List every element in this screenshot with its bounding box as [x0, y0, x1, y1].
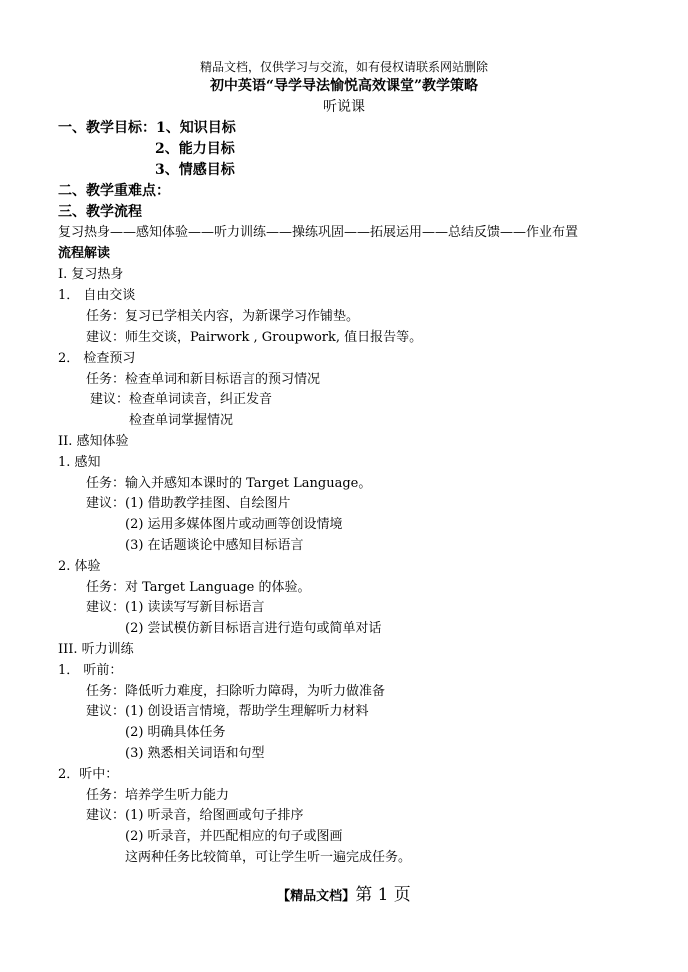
section-3-point-1-tip-1: 建议：(1) 创设语言情境，帮助学生理解听力材料 [86, 704, 369, 719]
section-1-point-2-tip-2: 检查单词掌握情况 [129, 413, 234, 428]
section-2-point-2-tip-2: (2) 尝试模仿新目标语言进行造句或简单对话 [125, 621, 382, 636]
section-1-title: I. 复习热身 [58, 267, 124, 282]
section-3-point-2-tip-2: (2) 听录音，并匹配相应的句子或图画 [125, 829, 343, 844]
section-3-point-1-title: 1． 听前： [58, 663, 123, 678]
section-2-point-1-tip-1: 建议：(1) 借助教学挂图、自绘图片 [86, 496, 291, 511]
key-points-heading: 二、教学重难点： [58, 183, 170, 199]
section-1-point-2-task: 任务：检查单词和新目标语言的预习情况 [86, 372, 321, 387]
section-2-point-1-tip-3: (3) 在话题谈论中感知目标语言 [125, 538, 304, 553]
section-2-point-1-title: 1. 感知 [58, 455, 101, 470]
section-1-point-2-title: 2． 检查预习 [58, 351, 136, 366]
section-3-title: III. 听力训练 [58, 642, 134, 657]
objective-item-2: 2、能力目标 [155, 141, 235, 157]
section-3-point-1-task: 任务：降低听力难度，扫除听力障碍，为听力做准备 [86, 684, 386, 699]
section-1-point-1-task: 任务：复习已学相关内容，为新课学习作铺垫。 [86, 309, 360, 324]
section-3-point-2-tip-1: 建议：(1) 听录音，给图画或句子排序 [86, 808, 304, 823]
section-2-point-2-task: 任务：对 Target Language 的体验。 [86, 580, 311, 595]
process-explain-heading: 流程解读 [58, 246, 111, 261]
section-2-point-2-tip-1: 建议：(1) 读读写写新目标语言 [86, 600, 265, 615]
process-flow: 复习热身——感知体验——听力训练——操练巩固——拓展运用——总结反馈——作业布置 [58, 225, 579, 240]
document-subtitle: 听说课 [323, 99, 365, 115]
section-2-title: II. 感知体验 [58, 434, 129, 449]
copyright-notice: 精品文档，仅供学习与交流，如有侵权请联系网站删除 [199, 60, 488, 74]
objectives-heading: 一、教学目标：1、知识目标 [58, 120, 236, 136]
footer-label: 【精品文档】 [277, 889, 356, 904]
page-number: 第 1 页 [355, 885, 411, 905]
objective-item-3: 3、情感目标 [155, 162, 235, 178]
section-3-point-1-tip-2: (2) 明确具体任务 [125, 725, 226, 740]
document-title: 初中英语“导学导法愉悦高效课堂”教学策略 [209, 78, 479, 94]
section-3-point-2-task: 任务：培养学生听力能力 [86, 788, 230, 803]
section-3-point-2-tip-3: 这两种任务比较简单，可让学生听一遍完成任务。 [125, 850, 412, 865]
process-heading: 三、教学流程 [58, 204, 142, 220]
section-1-point-1-title: 1． 自由交谈 [58, 288, 136, 303]
section-3-point-2-title: 2．听中： [58, 767, 119, 782]
page-footer [0, 885, 688, 907]
section-3-point-1-tip-3: (3) 熟悉相关词语和句型 [125, 746, 265, 761]
section-1-point-2-tip-1: 建议：检查单词读音，纠正发音 [90, 392, 273, 407]
section-1-point-1-tip: 建议：师生交谈，Pairwork , Groupwork, 值日报告等。 [86, 330, 423, 345]
section-2-point-1-task: 任务：输入并感知本课时的 Target Language。 [86, 476, 372, 491]
section-2-point-1-tip-2: (2) 运用多媒体图片或动画等创设情境 [125, 517, 343, 532]
section-2-point-2-title: 2. 体验 [58, 559, 101, 574]
